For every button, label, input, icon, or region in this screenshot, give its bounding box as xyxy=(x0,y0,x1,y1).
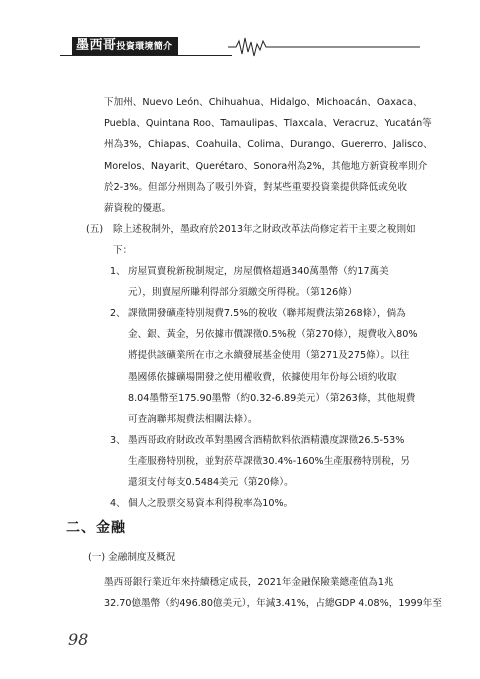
text-line: 將提供該礦業所在市之永續發展基金使用（第271及275條）。以往 xyxy=(128,350,410,362)
text-line: 下： xyxy=(113,245,133,257)
list-item xyxy=(128,493,293,514)
header-title xyxy=(72,37,178,55)
intro-paragraph xyxy=(104,92,433,219)
heartbeat-line-icon xyxy=(228,38,420,56)
text-line: 可查詢聯邦規費法相關法條）。 xyxy=(128,414,258,426)
text-line: 金、銀、黃金，另依據市價課徵0.5%稅（第270條），規費收入80% xyxy=(128,329,418,341)
text-line: 除上述稅制外，墨政府於2013年之財政改革法尚修定若干主要之稅則如 xyxy=(113,224,416,235)
text-line: 課徵開發礦產特別規費7.5%的稅收（聯邦規費法第268條），倘為 xyxy=(128,308,406,319)
header-title-sub: 投資環境簡介 xyxy=(116,42,173,52)
text-line: 墨西哥銀行業近年來持續穩定成長，2021年金融保險業總產值為1兆 xyxy=(104,577,394,588)
list-item-number: 3、 xyxy=(110,435,126,446)
text-line: 墨西哥政府財政改革對墨國含酒精飲料依酒精濃度課徵26.5-53% xyxy=(128,435,405,446)
text-line: 32.70億墨幣（約496.80億美元），年減3.41%，占總GDP 4.08%，1999年至 xyxy=(104,598,442,610)
text-line: 州為3%，Chiapas、Coahuila、Colima、Durango、Guererro、Jalisco、 xyxy=(104,139,433,151)
list-item xyxy=(128,430,410,494)
text-line: 房屋買賣稅新稅制規定，房屋價格超過340萬墨幣（約17萬美 xyxy=(128,266,389,277)
item-5-label: (五) xyxy=(86,224,104,235)
header-title-main: 墨西哥 xyxy=(76,38,117,53)
text-line: 於2-3%。但部分州則為了吸引外資，對某些重要投資業提供降低或免收 xyxy=(104,181,408,193)
page-header xyxy=(0,0,480,90)
text-line: 下加州、Nuevo León、Chihuahua、Hidalgo、Michoacán、Oaxaca、 xyxy=(104,97,423,108)
item-5-text xyxy=(113,219,416,261)
text-line: Puebla、Quintana Roo、Tamaulipas、Tlaxcala、Veracruz、Yucatán等 xyxy=(104,118,432,130)
text-line: 個人之股票交易資本利得稅率為10%。 xyxy=(128,498,294,509)
list-item xyxy=(128,303,417,430)
text-line: 墨國係依據礦場開發之使用權收費，依據使用年份每公頃約收取 xyxy=(128,371,397,383)
list-item-number: 2、 xyxy=(110,308,126,319)
text-line: Morelos、Nayarit、Querétaro、Sonora州為2%，其他地方新資稅率則介 xyxy=(104,160,428,172)
text-line: 還須支付每支0.5484美元（第20條）。 xyxy=(128,477,294,489)
text-line: 生產服務特別稅，並對菸草課徵30.4%-160%生產服務特別稅，另 xyxy=(128,456,411,468)
finance-paragraph xyxy=(104,572,442,614)
text-line: 薪資稅的優惠。 xyxy=(104,203,172,215)
section-heading: 二、金融 xyxy=(66,520,126,536)
subsection-heading: (一) 金融制度及概況 xyxy=(88,552,176,563)
list-item-number: 1、 xyxy=(110,266,126,277)
text-line: 8.04墨幣至175.90墨幣（約0.32-6.89美元）（第263條，其他規費 xyxy=(128,392,416,404)
list-item-number: 4、 xyxy=(110,498,126,509)
page-number: 98 xyxy=(68,630,89,649)
list-item xyxy=(128,261,389,303)
text-line: 元），則賣屋所賺利得部分須繳交所得稅。（第126條） xyxy=(128,287,358,299)
